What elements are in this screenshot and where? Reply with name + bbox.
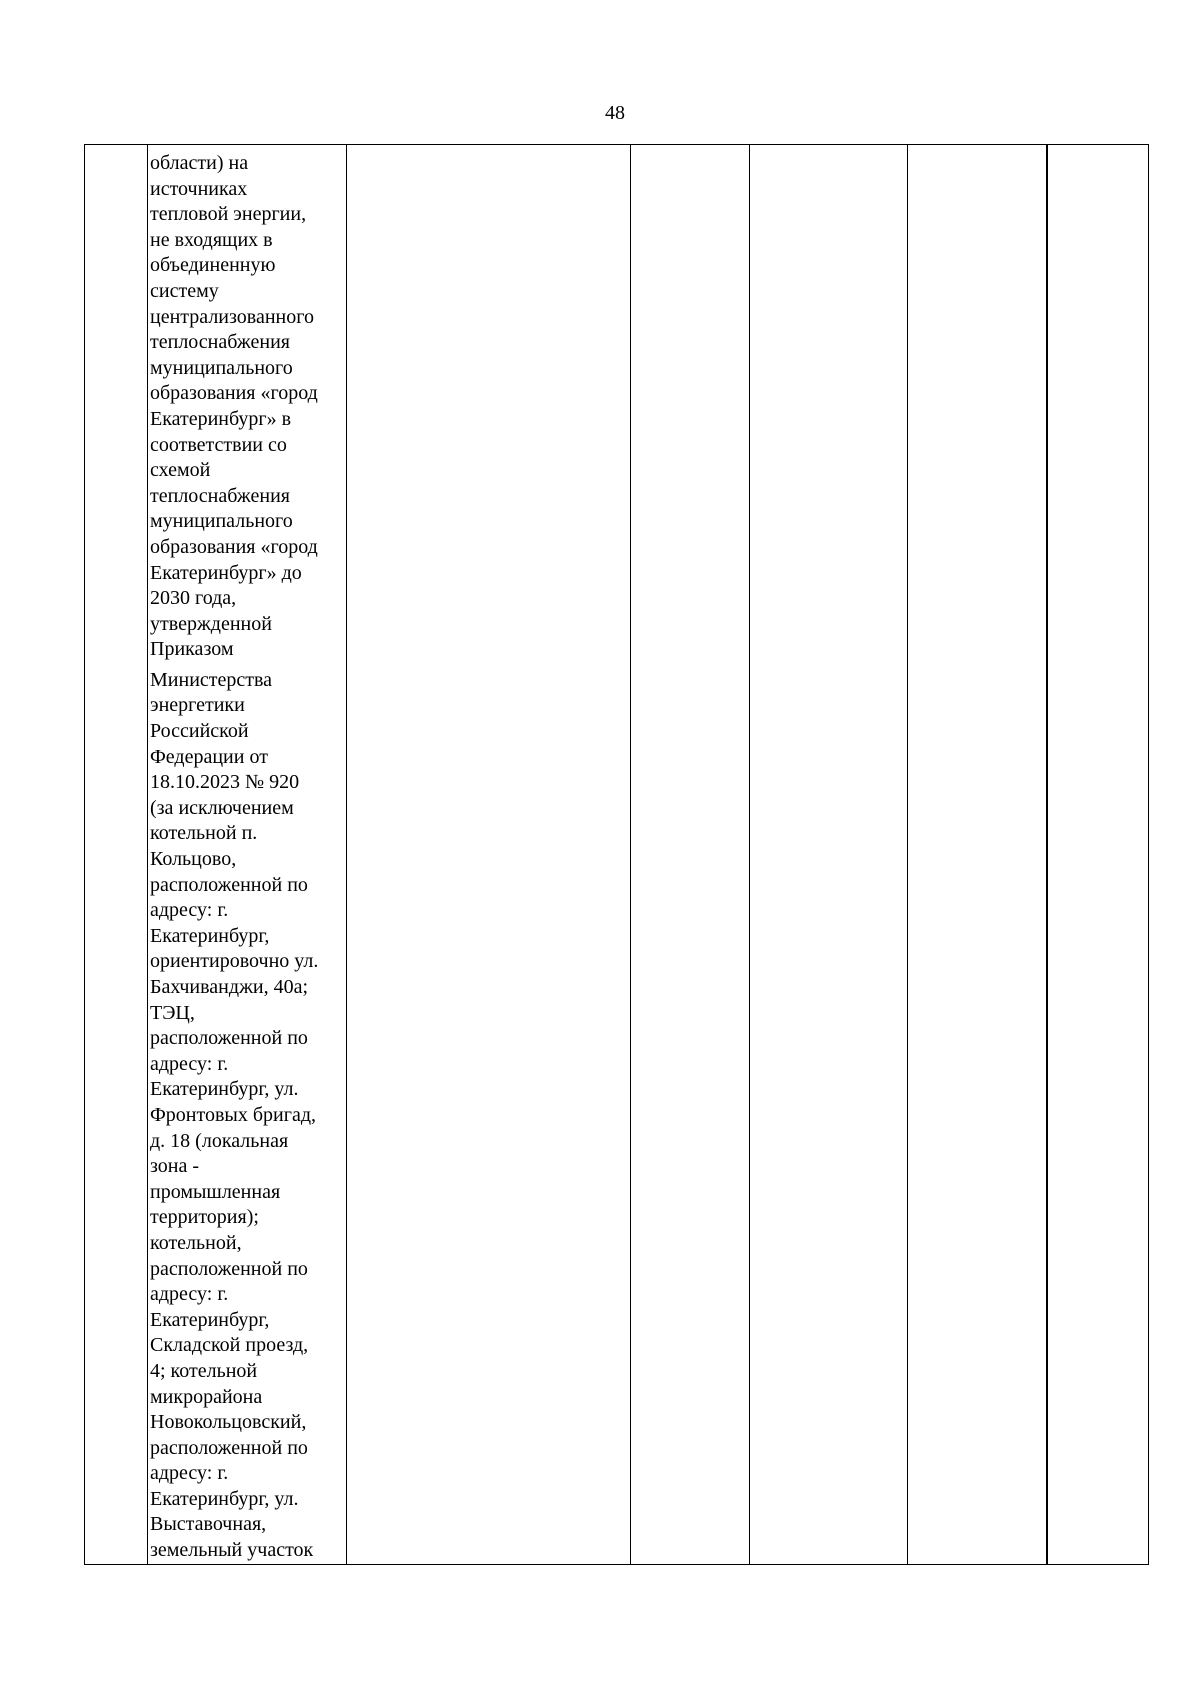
- text-line: Российской: [150, 720, 249, 743]
- table-row: [85, 145, 1149, 1565]
- text-line: Фронтовых бригад,: [150, 1103, 316, 1126]
- text-line: адресу: г.: [150, 1462, 229, 1485]
- text-line: расположенной по: [150, 1257, 308, 1280]
- text-line: тепловой энергии,: [150, 203, 307, 226]
- text-line: адресу: г.: [150, 899, 229, 922]
- empty-cell: [1047, 145, 1149, 1565]
- text-line: расположенной по: [150, 1027, 308, 1050]
- text-line: Складской проезд,: [150, 1334, 309, 1357]
- text-line: котельной п.: [150, 822, 258, 845]
- text-line: не входящих в: [150, 228, 273, 251]
- text-line: зона -: [150, 1155, 200, 1178]
- text-line: территория);: [150, 1206, 259, 1229]
- text-line: Екатеринбург,: [150, 1308, 270, 1331]
- text-line: муниципального: [150, 510, 293, 533]
- text-line: ориентировочно ул.: [150, 950, 319, 973]
- text-line: образования «город: [150, 535, 318, 558]
- text-line: Приказом: [150, 638, 234, 661]
- text-line: Екатеринбург,: [150, 924, 270, 947]
- text-line: Новокольцовский,: [150, 1411, 307, 1434]
- text-line: д. 18 (локальная: [150, 1129, 289, 1152]
- description-text: [148, 145, 346, 1564]
- empty-cell: [750, 145, 908, 1565]
- text-line: ТЭЦ,: [150, 1001, 195, 1024]
- text-line: утвержденной: [150, 612, 272, 635]
- empty-cell: [908, 145, 1047, 1565]
- empty-cell: [347, 145, 631, 1565]
- text-line: Кольцово,: [150, 848, 237, 871]
- text-line: Екатеринбург» в: [150, 407, 292, 430]
- text-line: Федерации от: [150, 745, 268, 768]
- text-line: муниципального: [150, 356, 293, 379]
- text-line: Екатеринбург, ул.: [150, 1078, 299, 1101]
- text-line: расположенной по: [150, 873, 308, 896]
- text-line: объединенную: [150, 254, 276, 277]
- text-line: Выставочная,: [150, 1513, 267, 1536]
- text-line: адресу: г.: [150, 1052, 229, 1075]
- text-line: систему: [150, 279, 219, 302]
- text-line: Министерства: [150, 668, 273, 691]
- text-line: теплоснабжения: [150, 484, 290, 507]
- text-line: Бахчиванджи, 40а;: [150, 976, 309, 998]
- text-line: адресу: г.: [150, 1283, 229, 1306]
- text-line: образования «город: [150, 382, 318, 405]
- text-line: Екатеринбург» до: [150, 561, 302, 584]
- text-line: области) на: [150, 152, 249, 174]
- page-number: 48: [605, 102, 625, 124]
- text-line: (за исключением: [150, 796, 294, 819]
- empty-cell: [631, 145, 750, 1565]
- text-line: теплоснабжения: [150, 331, 290, 354]
- text-line: централизованного: [150, 305, 314, 328]
- description-cell: [148, 145, 347, 1565]
- data-table: [84, 144, 1149, 1565]
- text-line: земельный участок: [150, 1539, 314, 1562]
- text-line: схемой: [150, 459, 211, 482]
- number-cell: [85, 145, 148, 1565]
- text-line: 2030 года,: [150, 587, 237, 610]
- text-line: промышленная: [150, 1180, 281, 1203]
- text-line: 4; котельной: [150, 1359, 258, 1382]
- text-line: расположенной по: [150, 1436, 308, 1459]
- text-line: 18.10.2023 № 920: [150, 771, 300, 794]
- text-line: соответствии со: [150, 433, 287, 456]
- text-line: Екатеринбург, ул.: [150, 1487, 299, 1510]
- text-line: котельной,: [150, 1231, 242, 1254]
- text-line: источниках: [150, 177, 248, 200]
- text-line: энергетики: [150, 694, 245, 717]
- text-line: микрорайона: [150, 1385, 263, 1408]
